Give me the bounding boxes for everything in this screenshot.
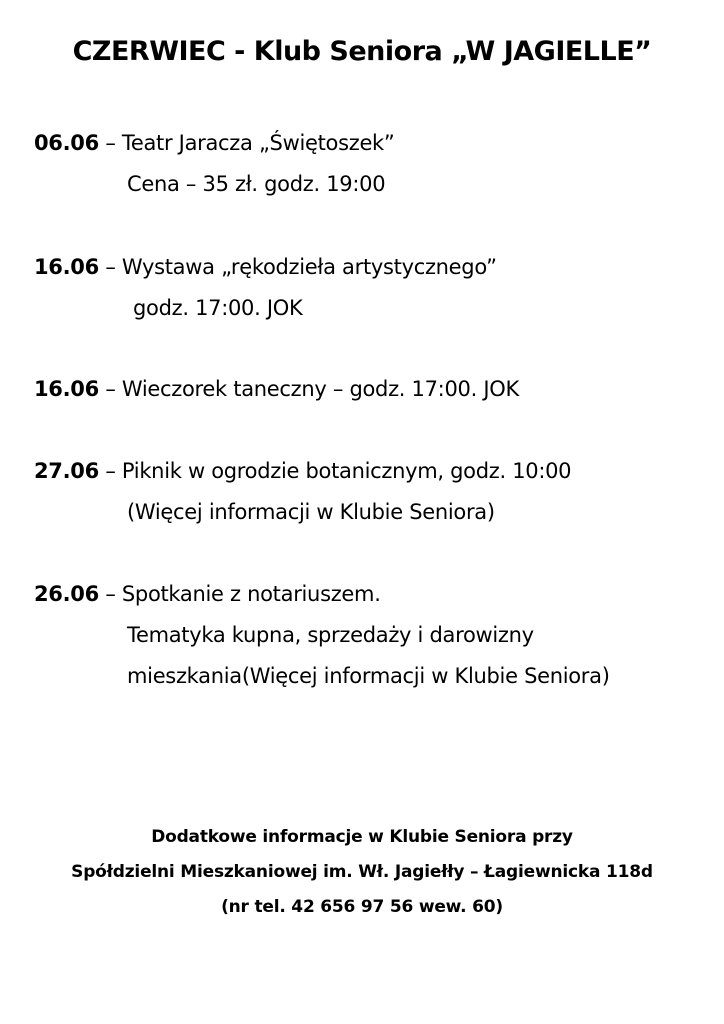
event-item <box>34 247 714 329</box>
event-detail: godz. 17:00. JOK <box>133 296 303 320</box>
page-title: CZERWIEC - Klub Seniora „W JAGIELLE” <box>72 36 652 67</box>
event-date: 26.06 <box>34 582 99 606</box>
event-heading <box>34 369 714 410</box>
event-item <box>34 369 714 410</box>
event-date: 27.06 <box>34 459 99 483</box>
footer-line: Dodatkowe informacje w Klubie Seniora przy <box>151 827 573 847</box>
event-title: – Wystawa „rękodzieła artystycznego” <box>98 255 497 279</box>
event-item <box>34 123 714 205</box>
event-detail: (Więcej informacji w Klubie Seniora) <box>127 500 495 524</box>
event-date: 16.06 <box>34 255 99 279</box>
event-item <box>34 451 714 533</box>
event-heading <box>34 123 714 164</box>
event-detail: Tematyka kupna, sprzedaży i darowizny <box>127 623 534 647</box>
event-title: – Spotkanie z notariuszem. <box>98 582 381 606</box>
event-item <box>34 574 714 697</box>
event-date: 16.06 <box>34 377 99 401</box>
footer-address: Spółdzielni Mieszkaniowej im. Wł. Jagiełły – Łagiewnicka 118d <box>71 862 653 882</box>
event-heading <box>34 451 714 492</box>
footer-phone: (nr tel. 42 656 97 56 wew. 60) <box>221 897 503 917</box>
event-title: – Piknik w ogrodzie botanicznym, godz. 10:00 <box>98 459 572 483</box>
event-heading <box>34 247 714 288</box>
footer-contact-info <box>0 820 724 925</box>
event-title: – Wieczorek taneczny – godz. 17:00. JOK <box>98 377 519 401</box>
event-detail: Cena – 35 zł. godz. 19:00 <box>127 172 386 196</box>
event-heading <box>34 574 714 615</box>
event-title: – Teatr Jaracza „Świętoszek” <box>98 131 395 155</box>
event-detail: mieszkania(Więcej informacji w Klubie Seniora) <box>127 664 610 688</box>
event-date: 06.06 <box>34 131 99 155</box>
